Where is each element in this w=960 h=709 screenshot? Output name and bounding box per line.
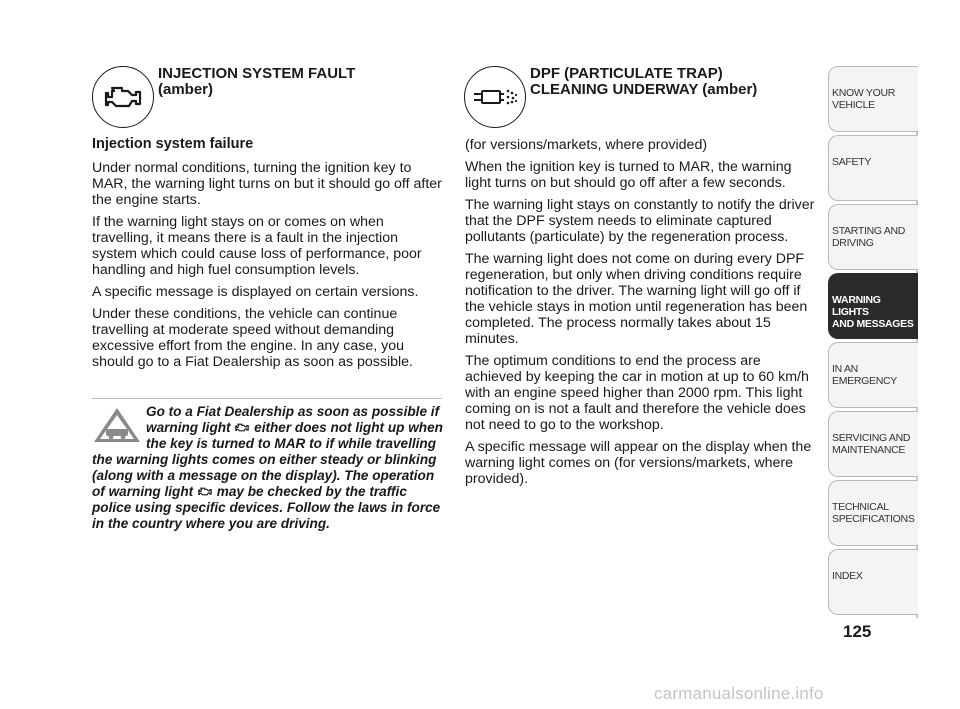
injection-heading: INJECTION SYSTEM FAULT (amber) — [158, 65, 356, 98]
paragraph: The warning light does not come on during every DPF regeneration, but only when driving conditions require notification to the driver. The warning light will go off if the vehicle stays in motion until regeneration has been completed. The process normally takes about 15 minutes. — [465, 251, 808, 347]
tab-technical-specifications[interactable]: TECHNICAL SPECIFICATIONS — [828, 480, 918, 546]
paragraph: If the warning light stays on or comes on when travelling, it means there is a fault in the injection system which could cause loss of performance, poor handling and high fuel consumption levels. — [92, 214, 422, 278]
warning-note — [92, 404, 444, 532]
paragraph: The optimum conditions to end the process are achieved by keeping the car in motion at up to 60 km/h with an engine speed higher than 2000 rpm. This light coming on is not a fault and therefore the vehicle does not need to go to the workshop. — [465, 353, 809, 433]
dpf-heading: DPF (PARTICULATE TRAP) CLEANING UNDERWAY (amber) — [530, 65, 758, 98]
page-number: 125 — [843, 622, 872, 641]
tab-know-your-vehicle[interactable]: KNOW YOUR VEHICLE — [828, 66, 918, 132]
watermark: carmanualsonline.info — [654, 684, 824, 703]
left-column-body — [92, 136, 442, 376]
tab-servicing-and-maintenance[interactable]: SERVICING AND MAINTENANCE — [828, 411, 918, 477]
right-column-body — [465, 137, 815, 493]
paragraph: A specific message is displayed on certain versions. — [92, 284, 419, 300]
tab-index[interactable]: INDEX — [828, 549, 918, 615]
paragraph: Under normal conditions, turning the ignition key to MAR, the warning light turns on but it should go off after the engine starts. — [92, 160, 442, 208]
paragraph: When the ignition key is turned to MAR, the warning light turns on but should go off after a few seconds. — [465, 159, 792, 191]
warning-divider — [92, 398, 442, 399]
engine-warning-inline-icon — [234, 422, 250, 433]
tab-safety[interactable]: SAFETY — [828, 135, 918, 201]
paragraph: The warning light stays on constantly to notify the driver that the DPF system needs to eliminate captured pollutants (particulate) by the regeneration process. — [465, 197, 815, 245]
tab-starting-and-driving[interactable]: STARTING AND DRIVING — [828, 204, 918, 270]
engine-warning-inline-icon — [197, 486, 213, 497]
warning-text-part1: Go to a Fiat Dealership as soon as possible if warning light — [146, 404, 440, 435]
tab-in-an-emergency[interactable]: IN AN EMERGENCY — [828, 342, 918, 408]
paragraph: A specific message will appear on the display when the warning light comes on (for versions/markets, where provided). — [465, 439, 812, 487]
dpf-warning-icon — [472, 85, 518, 109]
dpf-warning-icon-badge — [464, 66, 526, 128]
injection-subheading: Injection system failure — [92, 136, 254, 152]
engine-warning-icon — [102, 82, 144, 112]
warning-text-part2: either does not light up when the key is turned to MAR to if while travelling the warning lights comes on either steady or blinking (along with a message on the display). The operation of warning light — [92, 420, 443, 499]
warning-text-part3: may be checked by the traffic police using specific devices. Follow the laws in force in the country where you are driving. — [92, 484, 441, 531]
paragraph: Under these conditions, the vehicle can continue travelling at moderate speed without demanding excessive effort from the engine. In any case, you should go to a Fiat Dealership as soon as possible. — [92, 306, 413, 370]
engine-warning-icon-badge — [92, 66, 154, 128]
paragraph: (for versions/markets, where provided) — [465, 137, 708, 153]
tab-warning-lights-and-messages[interactable]: WARNING LIGHTS AND MESSAGES — [828, 273, 918, 339]
warning-float-spacer — [92, 404, 146, 450]
